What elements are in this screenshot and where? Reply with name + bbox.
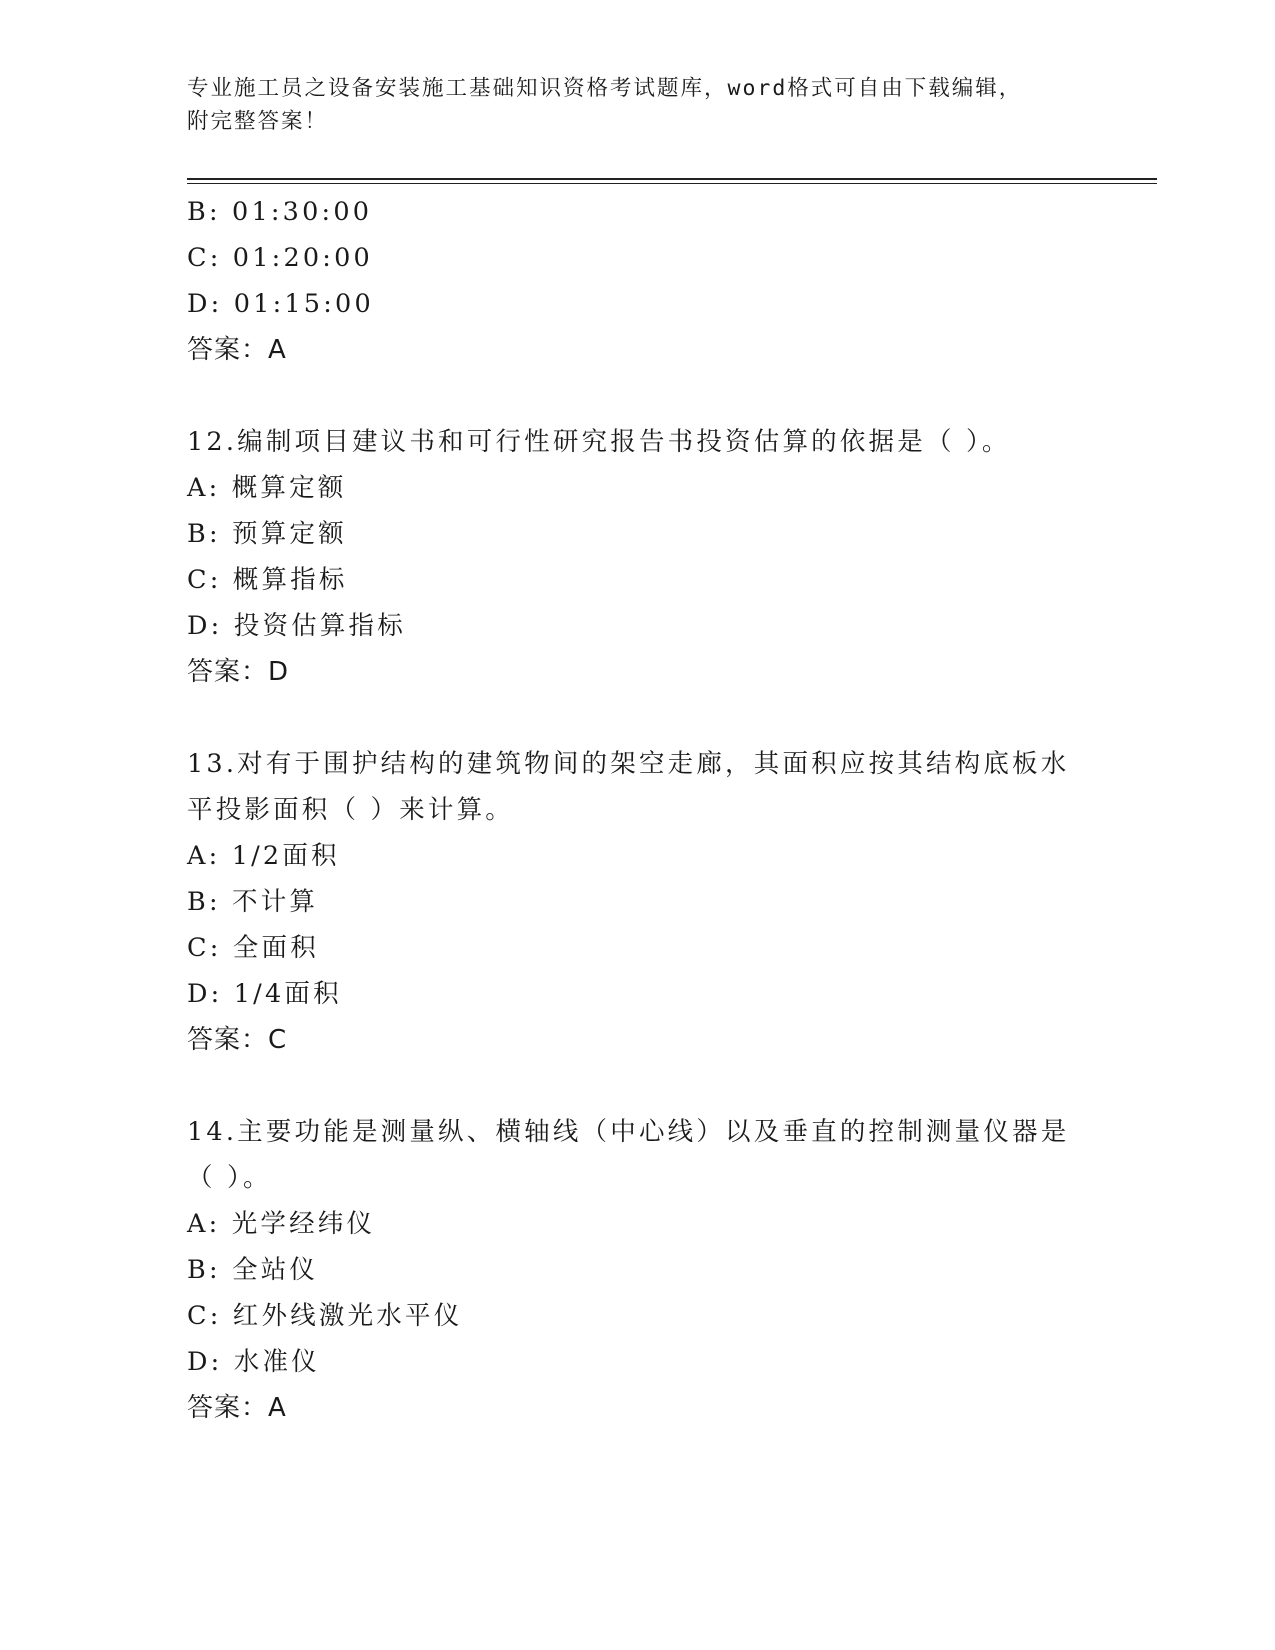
header-line-2: 附完整答案！ bbox=[187, 109, 329, 134]
option-b: B: 不计算 bbox=[187, 887, 319, 917]
question-stem-line-1: 14.主要功能是测量纵、横轴线（中心线）以及垂直的控制测量仪器是 bbox=[187, 1117, 1070, 1147]
option-c: C: 全面积 bbox=[187, 933, 319, 963]
spacer bbox=[187, 1063, 1087, 1109]
option-b: B: 全站仪 bbox=[187, 1255, 319, 1285]
option-c: C: 概算指标 bbox=[187, 565, 348, 595]
option-d: D: 水准仪 bbox=[187, 1347, 320, 1377]
answer-line: 答案：D bbox=[187, 657, 290, 687]
option-d: D: 01:15:00 bbox=[187, 289, 374, 319]
option-d: D: 1/4面积 bbox=[187, 979, 342, 1009]
question-list bbox=[187, 189, 1087, 1431]
option-a: A: 光学经纬仪 bbox=[187, 1209, 376, 1239]
spacer bbox=[187, 695, 1087, 741]
question-stem-line-2: （ ）。 bbox=[187, 1163, 272, 1193]
answer-line: 答案：C bbox=[187, 1025, 288, 1055]
option-b: B: 01:30:00 bbox=[187, 197, 373, 227]
question-13 bbox=[187, 741, 1087, 1063]
question-12 bbox=[187, 419, 1087, 695]
question-stem-line-2: 平投影面积（ ）来计算。 bbox=[187, 795, 515, 825]
option-c: C: 红外线激光水平仪 bbox=[187, 1301, 463, 1331]
answer-line: 答案：A bbox=[187, 335, 287, 365]
header-line-1: 专业施工员之设备安装施工基础知识资格考试题库，word格式可自由下载编辑， bbox=[187, 76, 1023, 101]
option-d: D: 投资估算指标 bbox=[187, 611, 406, 641]
option-c: C: 01:20:00 bbox=[187, 243, 373, 273]
document-header bbox=[187, 72, 1087, 138]
header-divider-thin bbox=[187, 183, 1157, 184]
question-stem-line-1: 13.对有于围护结构的建筑物间的架空走廊，其面积应按其结构底板水 bbox=[187, 749, 1070, 779]
previous-question-tail bbox=[187, 189, 1087, 373]
answer-line: 答案：A bbox=[187, 1393, 287, 1423]
option-a: A: 概算定额 bbox=[187, 473, 347, 503]
question-stem: 12.编制项目建议书和可行性研究报告书投资估算的依据是（ ）。 bbox=[187, 427, 1011, 457]
question-14 bbox=[187, 1109, 1087, 1431]
option-a: A: 1/2面积 bbox=[187, 841, 340, 871]
header-divider-thick bbox=[187, 178, 1157, 180]
spacer bbox=[187, 373, 1087, 419]
option-b: B: 预算定额 bbox=[187, 519, 347, 549]
